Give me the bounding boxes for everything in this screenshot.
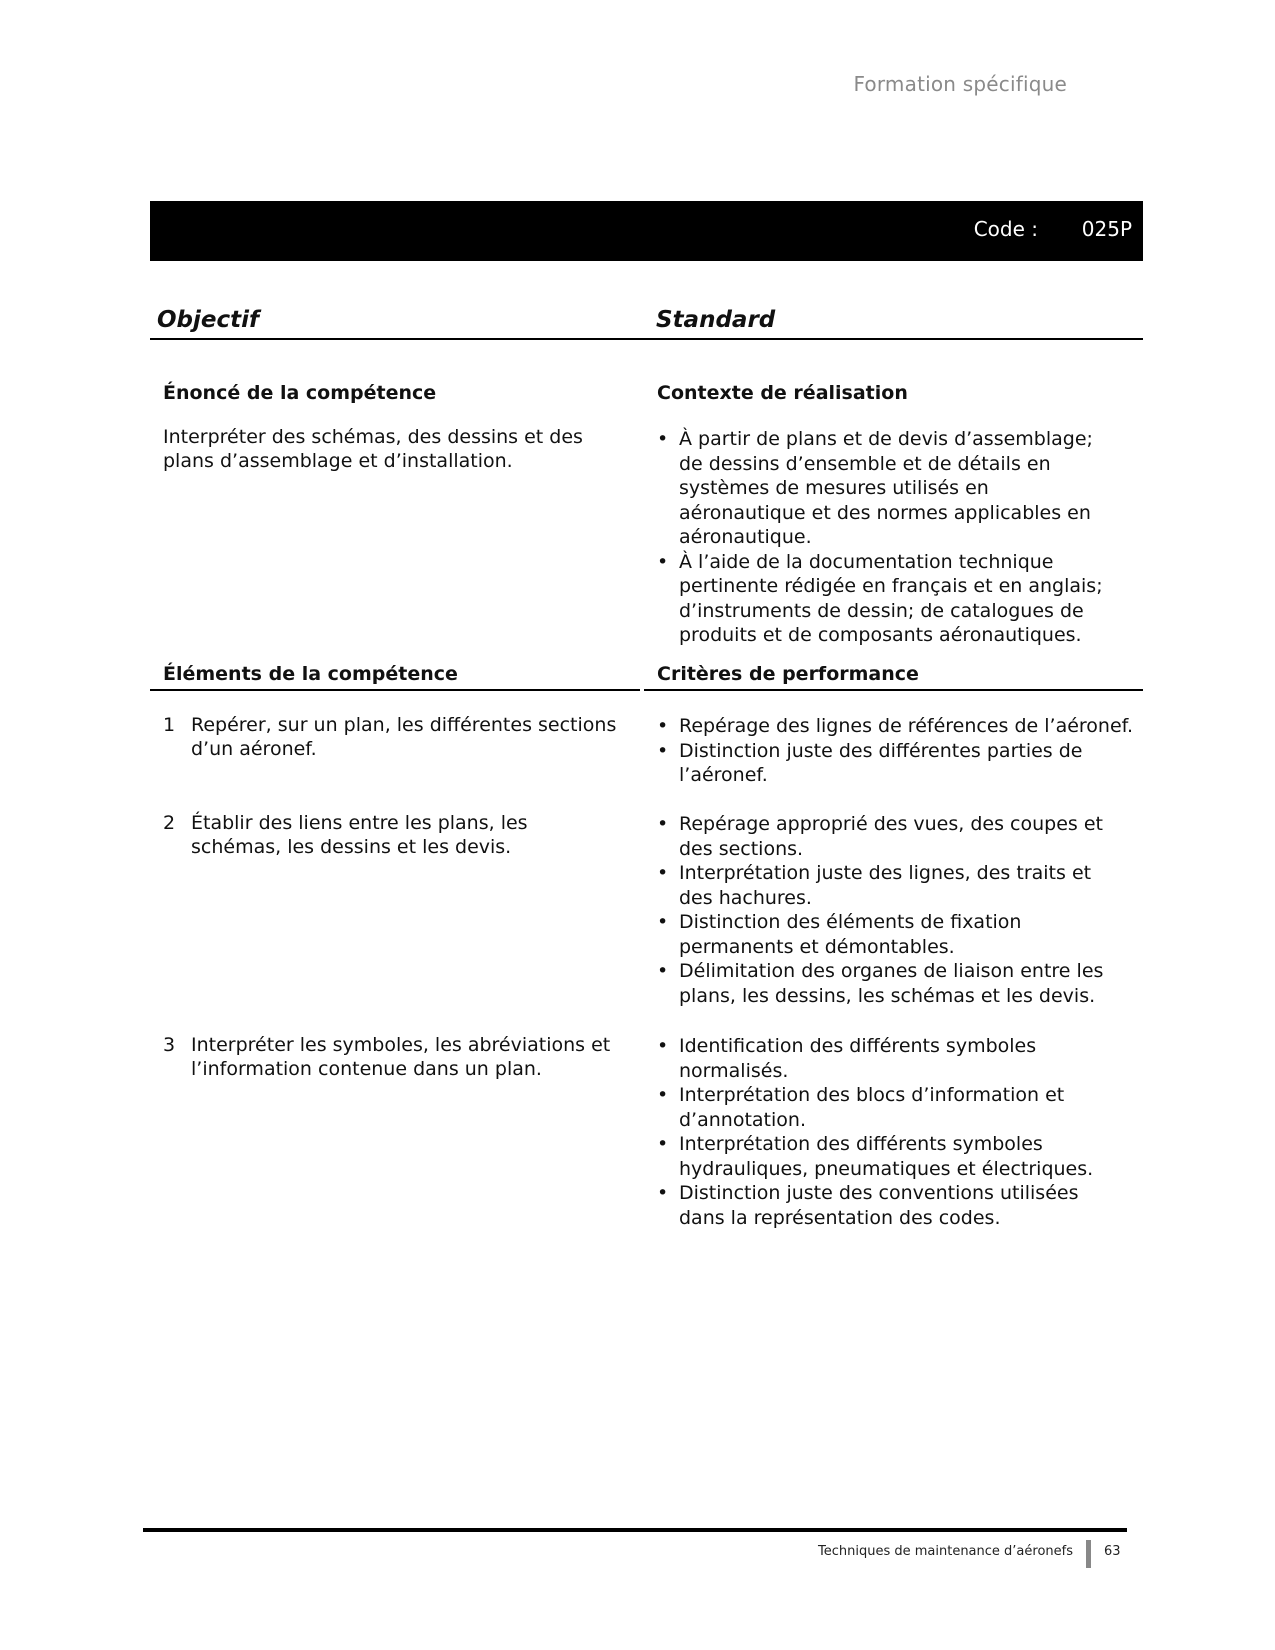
element-text: Interpréter les symboles, les abréviations et l’information contenue dans un plan. [191,1034,611,1080]
critere-item: • Délimitation des organes de liaison entre les plans, les dessins, les schémas et les devis. [657,959,1127,1008]
criteres-rule [644,689,1143,691]
element-text: Repérer, sur un plan, les différentes sections d’un aéronef. [191,714,617,760]
critere-item: • Distinction des éléments de fixation permanents et démontables. [657,910,1127,959]
code-bar [150,201,1143,261]
objectif-heading: Objectif [157,307,260,333]
standard-heading: Standard [656,307,776,333]
critere-item: • Identification des différents symboles normalisés. [657,1034,1127,1083]
critere-item: • Repérage des lignes de références de l’aéronef. [657,714,1137,739]
page-number: 63 [1104,1544,1121,1559]
contexte-title: Contexte de réalisation [657,382,908,404]
code-label: Code : [973,217,1038,241]
critere-item: • Interprétation juste des lignes, des traits et des hachures. [657,861,1127,910]
code-value: 025P [1081,217,1132,241]
element-item [163,713,623,761]
critere-item: • Repérage approprié des vues, des coupes et des sections. [657,812,1127,861]
footer-separator [1086,1540,1091,1568]
critere-item: • Interprétation des différents symboles hydrauliques, pneumatiques et électriques. [657,1132,1127,1181]
enonce-text: Interpréter des schémas, des dessins et des plans d’assemblage et d’installation. [163,426,583,472]
contexte-item: • À partir de plans et de devis d’assemblage; de dessins d’ensemble et de détails en systèmes de mesures utilisés en aéronautique et des normes applicables en aéronautique. [657,427,1107,550]
heading-rule [150,338,1143,340]
elements-title: Éléments de la compétence [163,663,458,685]
critere-item: • Distinction juste des différentes parties de l’aéronef. [657,739,1137,788]
element-number: 2 [163,812,176,834]
element-text: Établir des liens entre les plans, les schémas, les dessins et les devis. [191,812,528,858]
enonce-title: Énoncé de la compétence [163,382,437,404]
criteres-title: Critères de performance [657,663,919,685]
contexte-list [657,427,1107,648]
critere-item: • Interprétation des blocs d’information et d’annotation. [657,1083,1127,1132]
element-item [163,811,623,859]
criteres-group-2 [657,812,1127,1008]
footer-rule [143,1528,1127,1532]
element-number: 1 [163,714,176,736]
criteres-group-1 [657,714,1137,788]
elements-rule [150,689,640,691]
element-item [163,1033,623,1081]
critere-item: • Distinction juste des conventions utilisées dans la représentation des codes. [657,1181,1127,1230]
footer-title: Techniques de maintenance d’aéronefs [818,1544,1073,1559]
element-number: 3 [163,1034,176,1056]
contexte-item: • À l’aide de la documentation technique pertinente rédigée en français et en anglais; d’instruments de dessin; de catalogues de produits et de composants aéronautiques. [657,550,1107,648]
section-title: Formation spécifique [853,72,1067,96]
criteres-group-3 [657,1034,1127,1230]
